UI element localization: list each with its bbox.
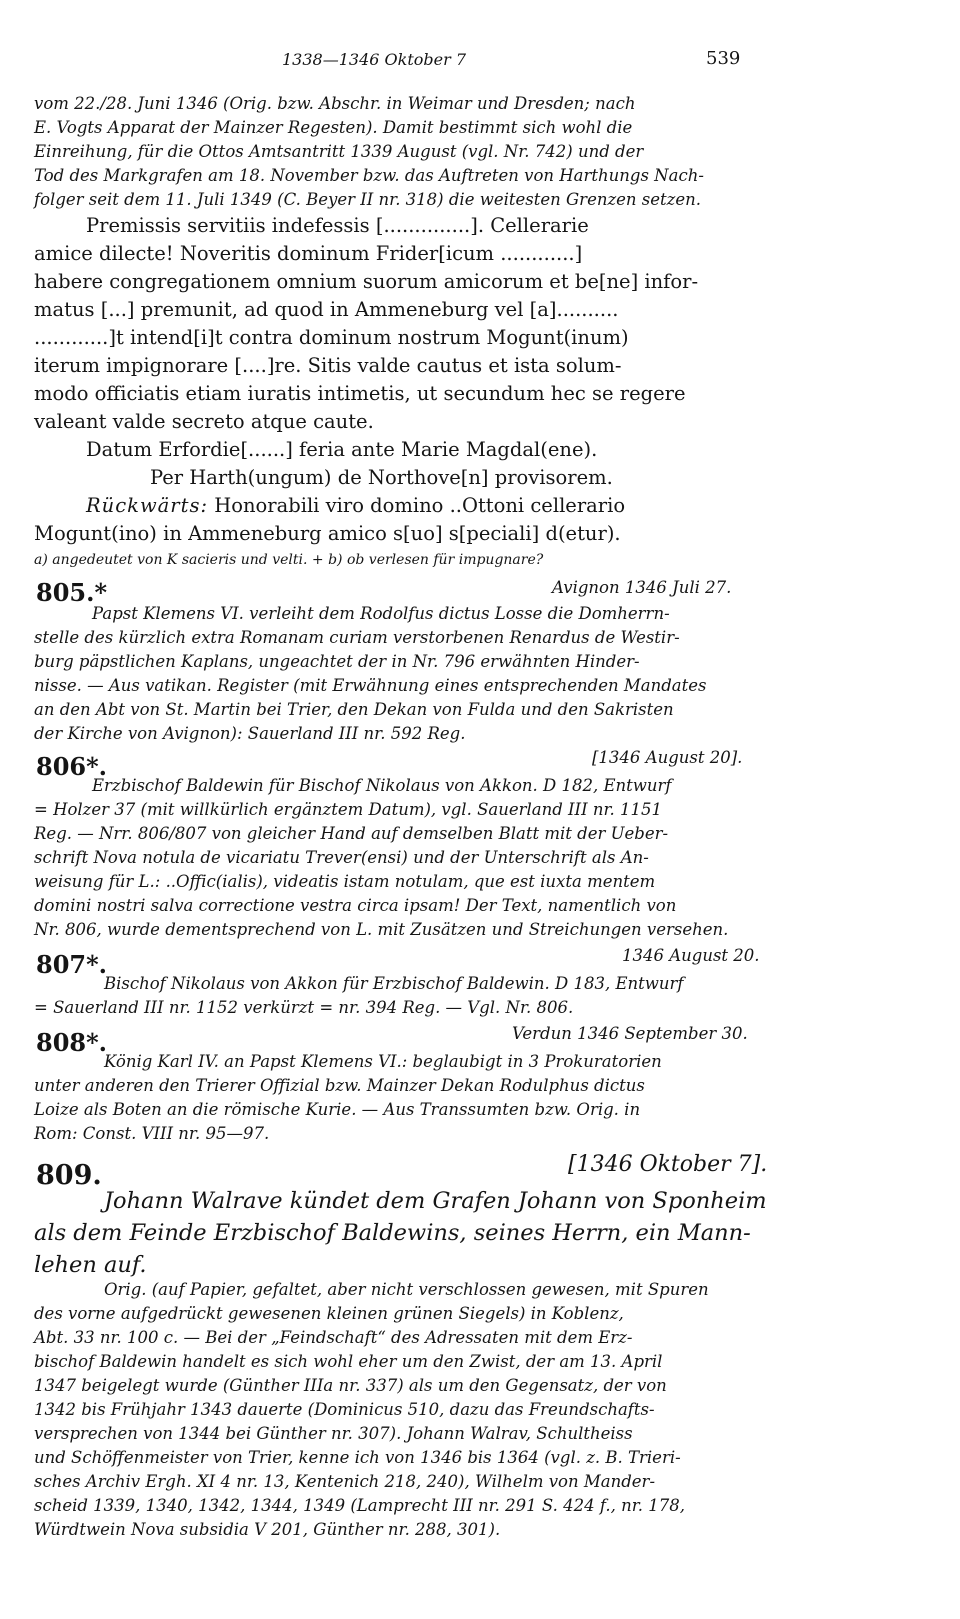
entry-number: 806*. (36, 752, 108, 781)
entry-line: 1342 bis Frühjahr 1343 dauerte (Dominicus 510, dazu das Freundschafts- (34, 1400, 655, 1419)
entry-number: 808*. (36, 1028, 108, 1057)
entry-number: 809. (36, 1160, 102, 1191)
page-number: 539 (706, 48, 741, 69)
dorsal-line-2: Mogunt(ino) in Ammeneburg amico s[uo] s[peciali] d(etur). (34, 522, 621, 545)
latin-line: Premissis servitiis indefessis [..............]. Cellerarie (86, 214, 589, 237)
intro-line: E. Vogts Apparat der Mainzer Regesten). Damit bestimmt sich wohl die (34, 118, 633, 137)
entry-line: scheid 1339, 1340, 1342, 1344, 1349 (Lamprecht III nr. 291 S. 424 f., nr. 178, (34, 1496, 686, 1515)
entry-line: versprechen von 1344 bei Günther nr. 307). Johann Walrav, Schultheiss (34, 1424, 633, 1443)
latin-line: valeant valde secreto atque caute. (34, 410, 374, 433)
latin-line: Datum Erfordie[......] feria ante Marie Magdal(ene). (86, 438, 598, 461)
entry-line: unter anderen den Trierer Offizial bzw. Mainzer Dekan Rodulphus dictus (34, 1076, 645, 1095)
entry-number: 805.* (36, 578, 108, 607)
entry-line: schrift Nova notula de vicariatu Trever(ensi) und der Unterschrift als An- (34, 848, 649, 867)
intro-line: Tod des Markgrafen am 18. November bzw. das Auftreten von Harthungs Nach- (34, 166, 704, 185)
entry-title-line: als dem Feinde Erzbischof Baldewins, seines Herrn, ein Mann- (34, 1220, 751, 1246)
dorsal-label: Rückwärts: (86, 494, 209, 517)
entry-number: 807*. (36, 950, 108, 979)
entry-line: der Kirche von Avignon): Sauerland III nr. 592 Reg. (34, 724, 466, 743)
footnote: a) angedeutet von K sacieris und velti. + b) ob verlesen für impugnare? (34, 552, 544, 568)
entry-line: Reg. — Nrr. 806/807 von gleicher Hand auf demselben Blatt mit der Ueber- (34, 824, 669, 843)
dorsal-text: Honorabili viro domino ..Ottoni cellerario (214, 494, 626, 517)
entry-line: stelle des kürzlich extra Romanam curiam verstorbenen Renardus de Westir- (34, 628, 680, 647)
entry-title-line: lehen auf. (34, 1252, 147, 1278)
entry-line: an den Abt von St. Martin bei Trier, den Dekan von Fulda und den Sakristen (34, 700, 674, 719)
entry-line: burg päpstlichen Kaplans, ungeachtet der in Nr. 796 erwähnten Hinder- (34, 652, 640, 671)
entry-dateline: 1346 August 20. (622, 946, 760, 965)
entry-line: Papst Klemens VI. verleiht dem Rodolfus dictus Losse die Domherrn- (92, 604, 670, 623)
entry-line: des vorne aufgedrückt gewesenen kleinen grünen Siegels) in Koblenz, (34, 1304, 624, 1323)
entry-dateline: Avignon 1346 Juli 27. (552, 578, 732, 597)
running-title: 1338—1346 Oktober 7 (282, 50, 467, 69)
latin-line: modo officiatis etiam iuratis intimetis, ut secundum hec se regere (34, 382, 686, 405)
entry-line: König Karl IV. an Papst Klemens VI.: beglaubigt in 3 Prokuratorien (104, 1052, 662, 1071)
entry-line: Bischof Nikolaus von Akkon für Erzbischof Baldewin. D 183, Entwurf (104, 974, 684, 993)
dorsal-line (86, 494, 625, 517)
latin-line: ............]t intend[i]t contra dominum nostrum Mogunt(inum) (34, 326, 629, 349)
entry-line: bischof Baldewin handelt es sich wohl eher um den Zwist, der am 13. April (34, 1352, 663, 1371)
entry-line: Abt. 33 nr. 100 c. — Bei der „Feindschaft“ des Adressaten mit dem Erz- (34, 1328, 633, 1347)
entry-dateline: Verdun 1346 September 30. (512, 1024, 748, 1043)
entry-line: und Schöffenmeister von Trier, kenne ich von 1346 bis 1364 (vgl. z. B. Trieri- (34, 1448, 681, 1467)
latin-line: Per Harth(ungum) de Northove[n] provisorem. (150, 466, 613, 489)
entry-line: Nr. 806, wurde dementsprechend von L. mit Zusätzen und Streichungen versehen. (34, 920, 729, 939)
entry-line: = Sauerland III nr. 1152 verkürzt = nr. 394 Reg. — Vgl. Nr. 806. (34, 998, 574, 1017)
entry-line: domini nostri salva correctione vestra circa ipsam! Der Text, namentlich von (34, 896, 677, 915)
latin-line: matus [...] premunit, ad quod in Ammeneburg vel [a].......... (34, 298, 619, 321)
latin-line: habere congregationem omnium suorum amicorum et be[ne] infor- (34, 270, 699, 293)
entry-dateline: [1346 Oktober 7]. (568, 1152, 768, 1177)
entry-line: weisung für L.: ..Offic(ialis), videatis istam notulam, que est iuxta mentem (34, 872, 656, 891)
entry-line: 1347 beigelegt wurde (Günther IIIa nr. 337) als um den Gegensatz, der von (34, 1376, 667, 1395)
entry-line: nisse. — Aus vatikan. Register (mit Erwähnung eines entsprechenden Mandates (34, 676, 707, 695)
entry-line: Würdtwein Nova subsidia V 201, Günther nr. 288, 301). (34, 1520, 501, 1539)
latin-line: amice dilecte! Noveritis dominum Frider[icum ............] (34, 242, 583, 265)
intro-line: folger seit dem 11. Juli 1349 (C. Beyer II nr. 318) die weitesten Grenzen setzen. (34, 190, 701, 209)
intro-line: vom 22./28. Juni 1346 (Orig. bzw. Abschr. in Weimar und Dresden; nach (34, 94, 636, 113)
latin-line: iterum impignorare [....]re. Sitis valde cautus et ista solum- (34, 354, 622, 377)
entry-line: = Holzer 37 (mit willkürlich ergänztem Datum), vgl. Sauerland III nr. 1151 (34, 800, 663, 819)
entry-title-line: Johann Walrave kündet dem Grafen Johann von Sponheim (104, 1188, 767, 1214)
entry-line: Erzbischof Baldewin für Bischof Nikolaus von Akkon. D 182, Entwurf (92, 776, 672, 795)
entry-line: Orig. (auf Papier, gefaltet, aber nicht verschlossen gewesen, mit Spuren (104, 1280, 709, 1299)
intro-line: Einreihung, für die Ottos Amtsantritt 1339 August (vgl. Nr. 742) und der (34, 142, 644, 161)
entry-dateline: [1346 August 20]. (592, 748, 743, 767)
entry-line: sches Archiv Ergh. XI 4 nr. 13, Kentenich 218, 240), Wilhelm von Mander- (34, 1472, 656, 1491)
entry-line: Loize als Boten an die römische Kurie. — Aus Transsumten bzw. Orig. in (34, 1100, 641, 1119)
entry-line: Rom: Const. VIII nr. 95—97. (34, 1124, 270, 1143)
